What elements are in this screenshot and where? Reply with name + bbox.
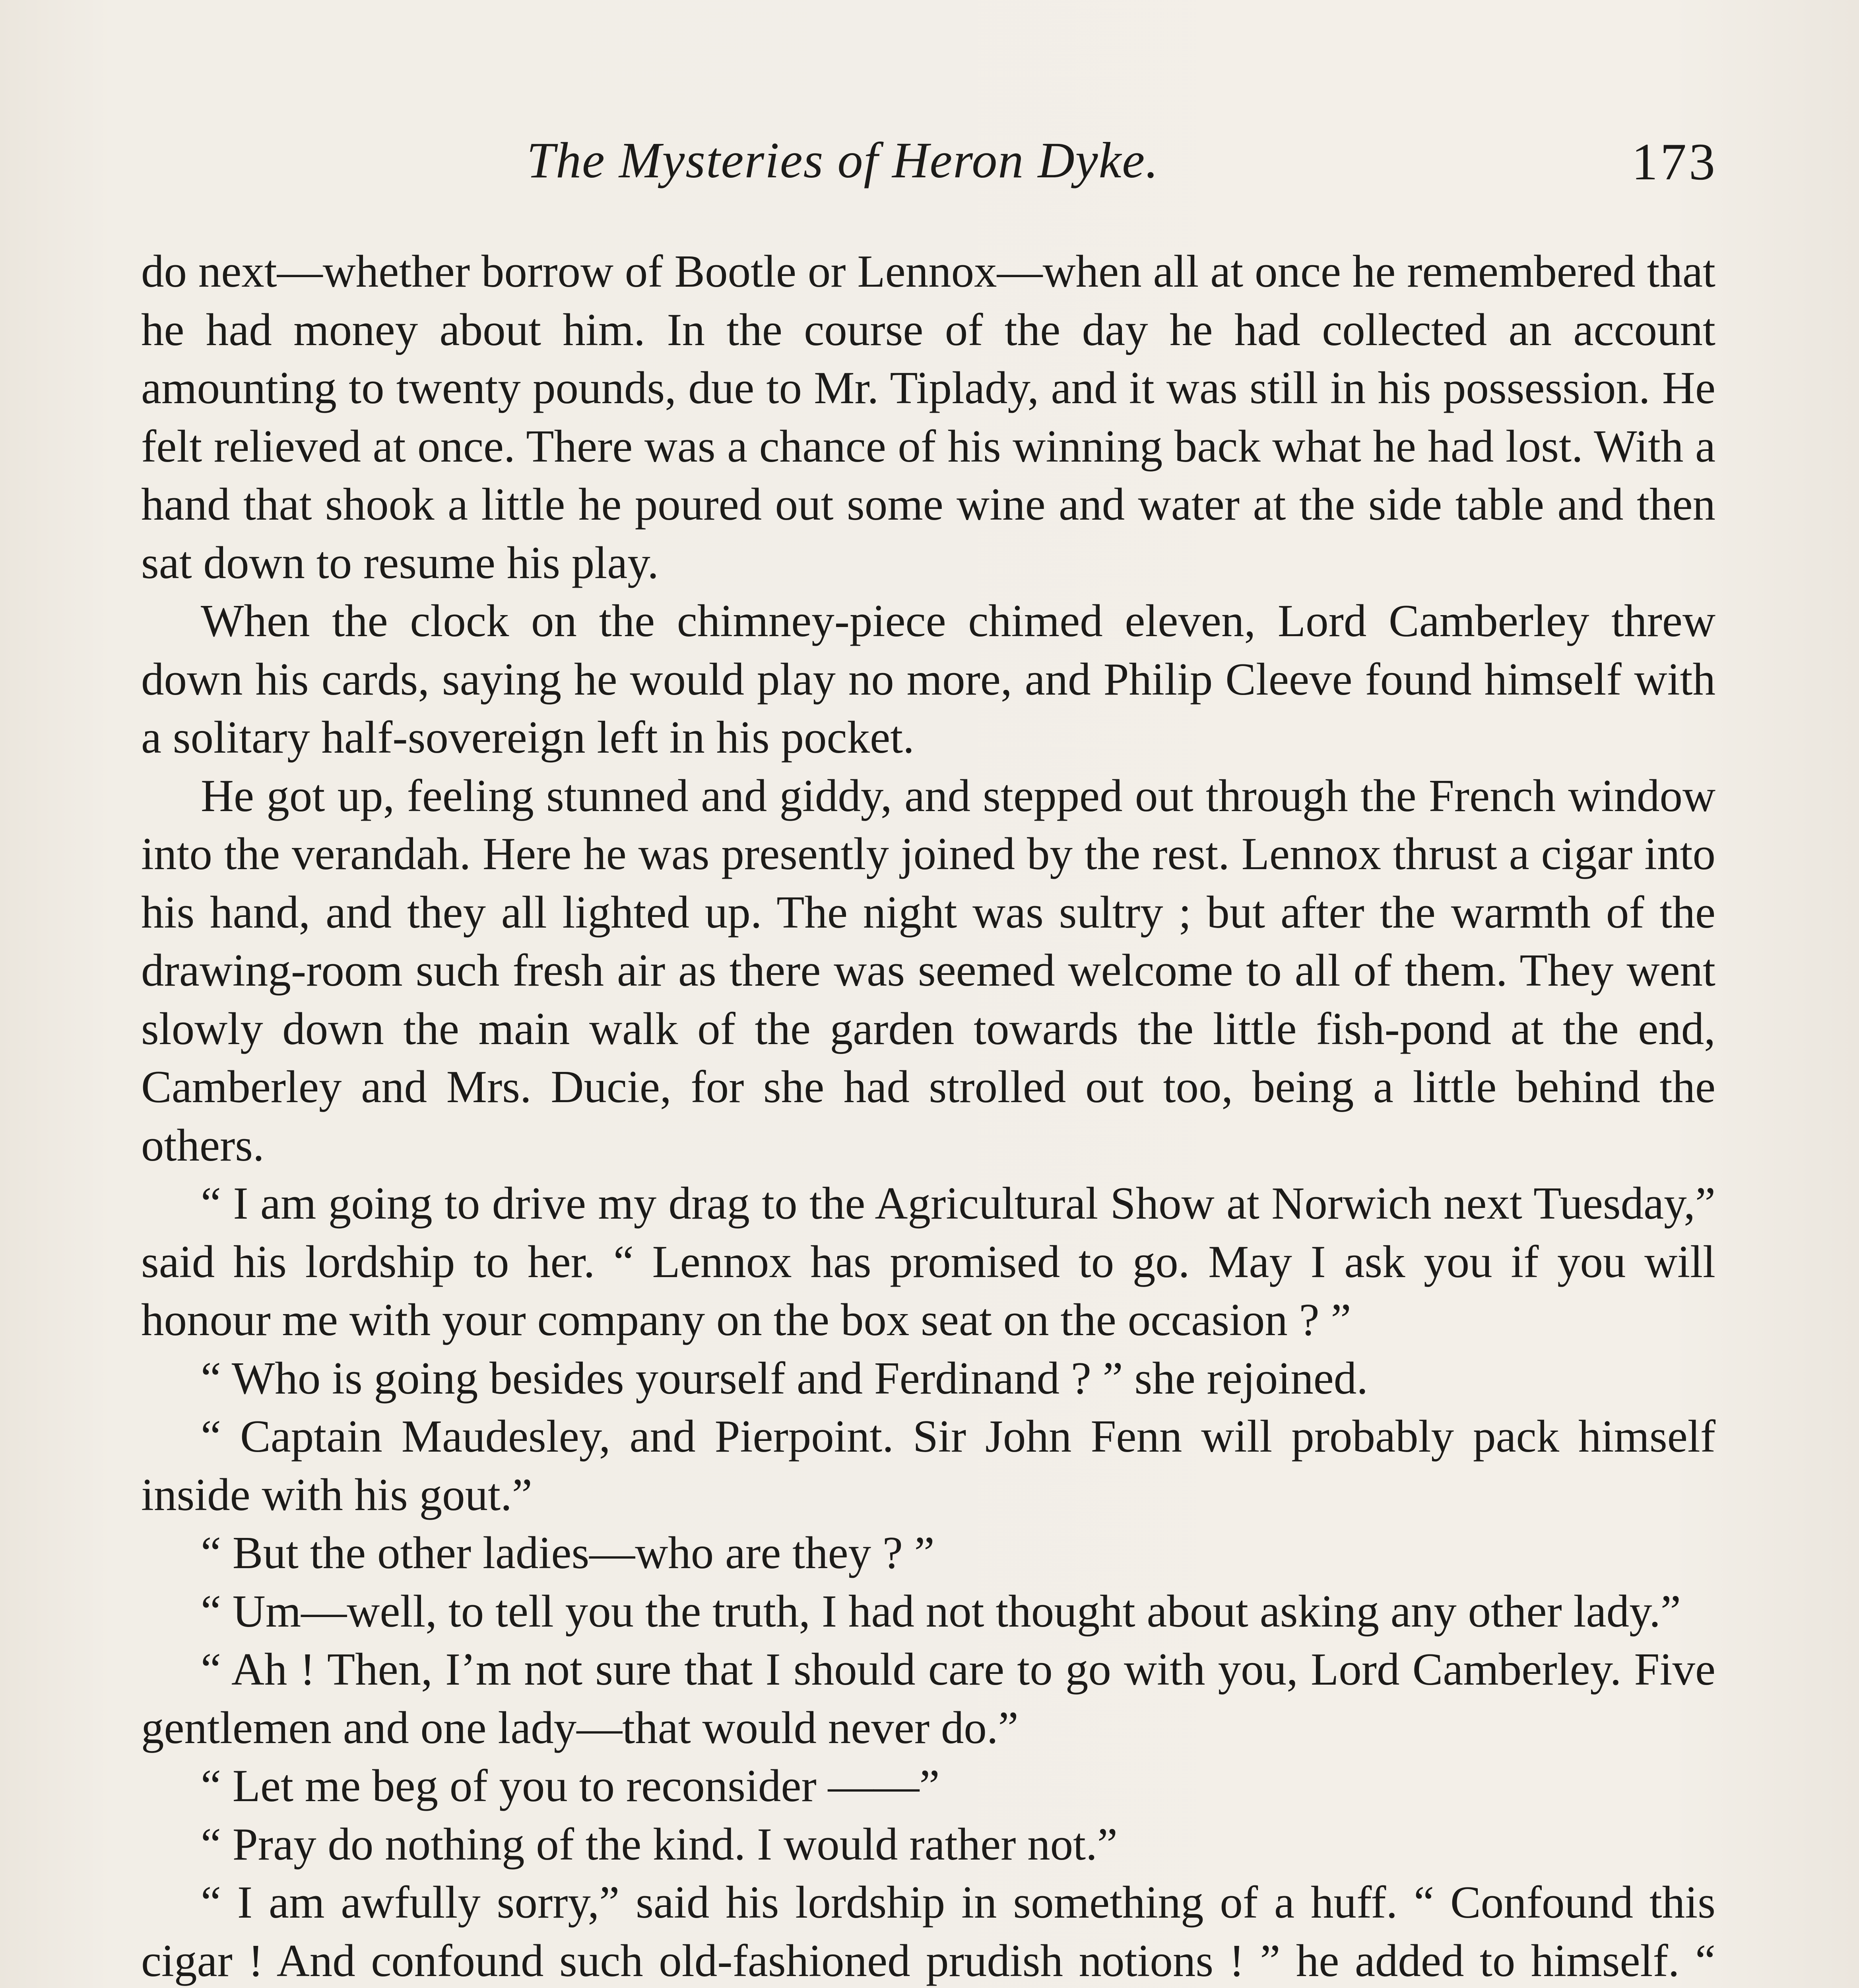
paragraph: “ I am awfully sorry,” said his lordship in something of a huff. “ Confound this cigar ! And confound such old-fashioned prudish notions ! ” he added to himself. “ xyxy=(141,1877,1715,1986)
paragraph: “ I am going to drive my drag to the Agricultural Show at Norwich next Tuesday,” said his lordship to her. “ Lennox has promised to go. May I ask you if you will honour me with your company on the box seat on the occasion ? ” xyxy=(141,1178,1715,1345)
paragraph: “ Captain Maudesley, and Pierpoint. Sir John Fenn will probably pack himself inside with his gout.” xyxy=(141,1411,1715,1520)
paragraph: When the clock on the chimney-piece chimed eleven, Lord Camberley threw down his cards, saying he would play no more, and Philip Cleeve found himself with a solitary half-sovereign left in his pocket. xyxy=(141,596,1715,763)
paragraph: “ Let me beg of you to reconsider ——” xyxy=(201,1761,940,1811)
paragraph: “ Um—well, to tell you the truth, I had not thought about asking any other lady.” xyxy=(201,1586,1681,1637)
page-number: 173 xyxy=(1632,132,1717,191)
paragraph: “ Pray do nothing of the kind. I would rather not.” xyxy=(201,1819,1118,1870)
running-title: The Mysteries of Heron Dyke. xyxy=(526,132,1159,188)
body-text xyxy=(141,243,1715,1988)
paragraph: He got up, feeling stunned and giddy, and stepped out through the French window into the verandah. Here he was presently joined by the rest. Lennox thrust a cigar into his hand, and they all lighted up. The night was sultry ; but after the warmth of the drawing-room such fresh air as there was seemed welcome to all of them. They went slowly down the main walk of the garden towards the little fish-pond at the end, Camberley and Mrs. Ducie, for she had strolled out too, being a little behind the others. xyxy=(141,770,1715,1171)
paragraph: “ But the other ladies—who are they ? ” xyxy=(201,1528,935,1578)
paragraph: do next—whether borrow of Bootle or Lennox—when all at once he remembered that he had money about him. In the course of the day he had collected an account amounting to twenty pounds, due to Mr. Tiplady, and it was still in his possession. He felt relieved at once. There was a chance of his winning back what he had lost. With a hand that shook a little he poured out some wine and water at the side table and then sat down to resume his play. xyxy=(141,246,1715,588)
paragraph: “ Who is going besides yourself and Ferdinand ? ” she rejoined. xyxy=(201,1353,1368,1404)
page-header xyxy=(143,131,1717,199)
paragraph: “ Ah ! Then, I’m not sure that I should care to go with you, Lord Camberley. Five gentlemen and one lady—that would never do.” xyxy=(141,1644,1715,1753)
